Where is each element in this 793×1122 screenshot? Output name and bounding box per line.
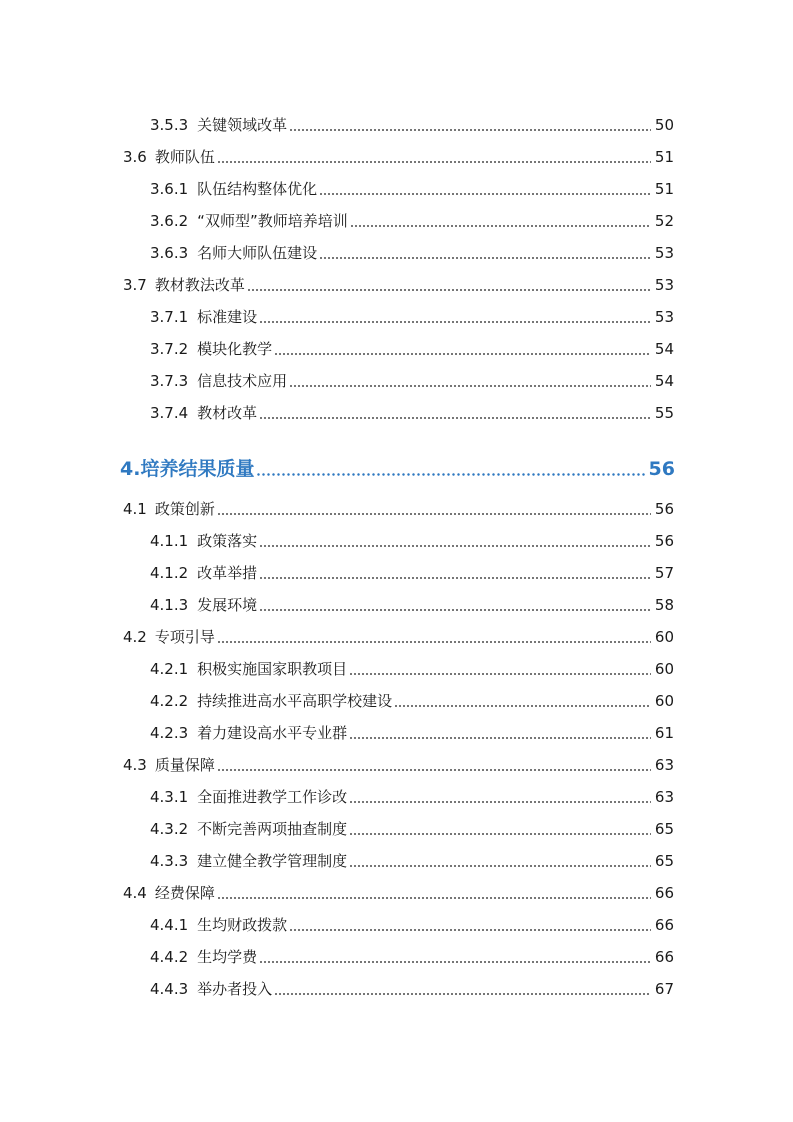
toc-subsection-entry[interactable] (150, 691, 674, 711)
dot-leader (217, 897, 651, 899)
toc-entry-title: 信息技术应用 (197, 372, 288, 390)
toc-entry-title: 政策落实 (197, 532, 258, 550)
dot-leader (289, 385, 651, 387)
toc-entry-page-number: 65 (654, 852, 674, 870)
toc-entry-number: 3.7.1 (150, 308, 189, 326)
toc-entry-page-number: 60 (654, 692, 674, 710)
dot-leader (259, 961, 651, 963)
toc-section-entry[interactable] (123, 755, 674, 775)
dot-leader (256, 473, 644, 476)
toc-entry-number: 4.1.3 (150, 596, 189, 614)
toc-entry-title: 教材教法改革 (154, 276, 245, 294)
toc-entry-number: 4.2.1 (150, 660, 189, 678)
dot-leader (247, 289, 651, 291)
toc-entry-page-number: 51 (654, 148, 674, 166)
dot-leader (217, 641, 651, 643)
toc-section-entry[interactable] (123, 275, 674, 295)
toc-section-entry[interactable] (123, 499, 674, 519)
toc-entry-page-number: 58 (654, 596, 674, 614)
toc-subsection-entry[interactable] (150, 563, 674, 583)
toc-subsection-entry[interactable] (150, 659, 674, 679)
toc-entry-number: 3.6.1 (150, 180, 189, 198)
toc-subsection-entry[interactable] (150, 371, 674, 391)
toc-entry-number: 3.7 (123, 276, 147, 294)
toc-entry-number: 3.6.2 (150, 212, 189, 230)
toc-entry-title: 队伍结构整体优化 (197, 180, 318, 198)
toc-entry-page-number: 63 (654, 788, 674, 806)
toc-entry-page-number: 56 (654, 500, 674, 518)
toc-entry-page-number: 56 (654, 532, 674, 550)
toc-subsection-entry[interactable] (150, 339, 674, 359)
toc-entry-title: 专项引导 (154, 628, 215, 646)
toc-entry-number: 3.5.3 (150, 116, 189, 134)
toc-subsection-entry[interactable] (150, 915, 674, 935)
dot-leader (319, 193, 651, 195)
toc-entry-title: 名师大师队伍建设 (197, 244, 318, 262)
toc-entry-number: 4.2 (123, 628, 147, 646)
toc-entry-number: 3.6 (123, 148, 147, 166)
toc-subsection-entry[interactable] (150, 179, 674, 199)
toc-subsection-entry[interactable] (150, 531, 674, 551)
toc-subsection-entry[interactable] (150, 243, 674, 263)
toc-section-entry[interactable] (123, 883, 674, 903)
toc-entry-number: 3.7.3 (150, 372, 189, 390)
dot-leader (349, 865, 651, 867)
toc-subsection-entry[interactable] (150, 787, 674, 807)
toc-subsection-entry[interactable] (150, 979, 674, 999)
toc-entry-title: 模块化教学 (197, 340, 273, 358)
toc-entry-title: 教材改革 (197, 404, 258, 422)
dot-leader (259, 321, 651, 323)
toc-entry-page-number: 52 (654, 212, 674, 230)
toc-entry-page-number: 66 (654, 916, 674, 934)
toc-entry-title: 积极实施国家职教项目 (197, 660, 348, 678)
toc-entry-title: 教师队伍 (154, 148, 215, 166)
toc-entry-number: 3.7.4 (150, 404, 189, 422)
dot-leader (349, 801, 651, 803)
toc-section-entry[interactable] (123, 147, 674, 167)
toc-entry-number: 4.1.2 (150, 564, 189, 582)
dot-leader (259, 609, 651, 611)
toc-entry-title: 培养结果质量 (140, 458, 255, 480)
toc-entry-title: 举办者投入 (197, 980, 273, 998)
dot-leader (259, 417, 651, 419)
toc-entry-number: 3.7.2 (150, 340, 189, 358)
toc-subsection-entry[interactable] (150, 595, 674, 615)
dot-leader (274, 353, 651, 355)
toc-subsection-entry[interactable] (150, 211, 674, 231)
toc-entry-page-number: 50 (654, 116, 674, 134)
toc-entry-page-number: 53 (654, 308, 674, 326)
toc-entry-number: 4.2.3 (150, 724, 189, 742)
toc-entry-page-number: 60 (654, 628, 674, 646)
toc-subsection-entry[interactable] (150, 723, 674, 743)
toc-entry-title: 持续推进高水平高职学校建设 (197, 692, 393, 710)
toc-subsection-entry[interactable] (150, 115, 674, 135)
toc-entry-page-number: 60 (654, 660, 674, 678)
toc-entry-number: 4.1 (123, 500, 147, 518)
toc-entry-title: 经费保障 (154, 884, 215, 902)
toc-entry-title: 建立健全教学管理制度 (197, 852, 348, 870)
toc-subsection-entry[interactable] (150, 851, 674, 871)
dot-leader (350, 225, 651, 227)
toc-entry-page-number: 51 (654, 180, 674, 198)
toc-entry-number: 3.6.3 (150, 244, 189, 262)
toc-entry-page-number: 57 (654, 564, 674, 582)
toc-entry-number: 4.3 (123, 756, 147, 774)
toc-entry-number: 4.3.3 (150, 852, 189, 870)
toc-entry-title: 全面推进教学工作诊改 (197, 788, 348, 806)
toc-entry-number: 4.4.3 (150, 980, 189, 998)
toc-entry-page-number: 63 (654, 756, 674, 774)
toc-entry-page-number: 54 (654, 372, 674, 390)
toc-entry-number: 4.1.1 (150, 532, 189, 550)
dot-leader (217, 161, 651, 163)
toc-entry-title: 标准建设 (197, 308, 258, 326)
toc-entry-number: 4.3.1 (150, 788, 189, 806)
dot-leader (349, 833, 651, 835)
toc-entry-title: 改革举措 (197, 564, 258, 582)
toc-entry-page-number: 55 (654, 404, 674, 422)
dot-leader (217, 769, 651, 771)
dot-leader (349, 737, 651, 739)
toc-subsection-entry[interactable] (150, 307, 674, 327)
toc-entry-number: 4. (120, 458, 141, 480)
toc-entry-page-number: 66 (654, 948, 674, 966)
toc-entry-number: 4.4 (123, 884, 147, 902)
toc-subsection-entry[interactable] (150, 403, 674, 423)
toc-entry-page-number: 56 (648, 458, 675, 480)
dot-leader (289, 129, 651, 131)
toc-entry-page-number: 66 (654, 884, 674, 902)
toc-entry-page-number: 53 (654, 244, 674, 262)
dot-leader (259, 545, 651, 547)
dot-leader (217, 513, 651, 515)
toc-subsection-entry[interactable] (150, 947, 674, 967)
toc-entry-page-number: 53 (654, 276, 674, 294)
toc-entry-page-number: 61 (654, 724, 674, 742)
toc-entry-title: 发展环境 (197, 596, 258, 614)
dot-leader (259, 577, 651, 579)
toc-entry-title: 政策创新 (154, 500, 215, 518)
toc-entry-title: 质量保障 (154, 756, 215, 774)
toc-entry-page-number: 65 (654, 820, 674, 838)
toc-entry-number: 4.4.1 (150, 916, 189, 934)
toc-entry-page-number: 54 (654, 340, 674, 358)
dot-leader (289, 929, 651, 931)
toc-entry-title: 生均学费 (197, 948, 258, 966)
dot-leader (394, 705, 651, 707)
toc-entry-title: 着力建设高水平专业群 (197, 724, 348, 742)
toc-entry-number: 4.4.2 (150, 948, 189, 966)
toc-entry-title: 生均财政拨款 (197, 916, 288, 934)
toc-entry-number: 4.3.2 (150, 820, 189, 838)
dot-leader (319, 257, 651, 259)
toc-entry-number: 4.2.2 (150, 692, 189, 710)
toc-entry-title: “双师型”教师培养培训 (197, 212, 348, 230)
toc-section-entry[interactable] (123, 627, 674, 647)
toc-subsection-entry[interactable] (150, 819, 674, 839)
toc-chapter-entry[interactable] (120, 456, 675, 482)
toc-entry-title: 关键领域改革 (197, 116, 288, 134)
dot-leader (274, 993, 651, 995)
dot-leader (349, 673, 651, 675)
toc-entry-title: 不断完善两项抽查制度 (197, 820, 348, 838)
toc-entry-page-number: 67 (654, 980, 674, 998)
